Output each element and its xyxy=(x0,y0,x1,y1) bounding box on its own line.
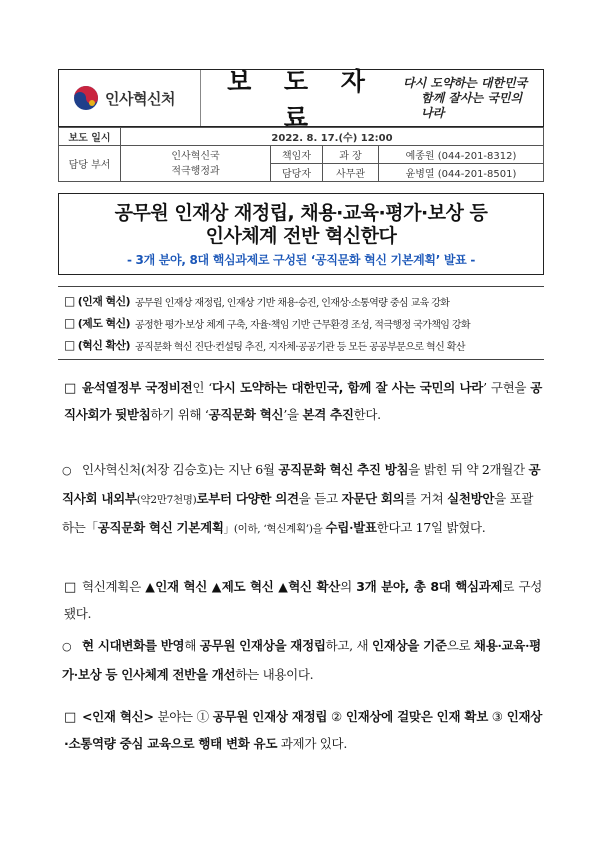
circle-bullet-icon: ○ xyxy=(62,640,72,653)
emphasis: 공무원 인재상을 재정립 xyxy=(199,638,326,653)
summary-item xyxy=(64,290,538,312)
emphasis: 인재상을 기준 xyxy=(371,638,447,653)
emphasis: 현 시대변화를 반영 xyxy=(82,638,185,653)
release-info-table xyxy=(58,127,544,182)
role-cell: 담당자 xyxy=(271,164,323,182)
emphasis: ▲인재 혁신 ▲제도 혁신 ▲혁신 확산 xyxy=(145,579,341,594)
summary-text: 공무원 인재상 재정립, 인재상 기반 채용·승진, 인재상·소통역량 중심 교육 강화 xyxy=(134,297,450,309)
role-cell: 책임자 xyxy=(271,146,323,164)
emphasis: 자문단 회의 xyxy=(341,491,405,506)
body-text: 인사혁신처(처장 김승호)는 지난 6월 xyxy=(82,462,279,477)
emphasis: 공직사회 내외부 xyxy=(62,462,541,506)
emphasis: 수립·발표 xyxy=(325,520,377,535)
summary-item xyxy=(64,334,538,356)
taegeuk-emblem-icon xyxy=(73,85,99,111)
body-text: (약2만7천명) xyxy=(136,494,197,506)
body-text: ② xyxy=(327,709,346,724)
body-text: 하는 내용이다. xyxy=(235,667,314,682)
slogan-line-1: 다시 도약하는 대한민국 xyxy=(403,75,528,90)
emphasis: 인재상·소통역량 중심 교육으로 행태 변화 유도 xyxy=(64,709,543,751)
emphasis: 채용·교육·평가·보상 등 인사체계 전반을 개선 xyxy=(62,638,541,682)
title-cell: 과 장 xyxy=(323,146,379,164)
emphasis: 공무원 인재상 재정립 xyxy=(212,709,328,724)
body-text: 분야는 ① xyxy=(153,709,213,724)
body-subparagraph-1 xyxy=(62,456,542,543)
square-bullet-icon: □ xyxy=(64,381,76,396)
emphasis: 공직문화 혁신 xyxy=(208,407,284,422)
body-text: 과제가 있다. xyxy=(277,736,348,751)
square-bullet-icon: □ xyxy=(64,338,75,352)
emphasis: <인재 혁신> xyxy=(81,709,154,724)
summary-tag: (혁신 확산) xyxy=(77,339,130,352)
contact-cell: 윤병열 (044-201-8501) xyxy=(379,164,544,182)
body-paragraph-2 xyxy=(64,574,542,627)
body-text: 인 ‘ xyxy=(192,380,212,395)
circle-bullet-icon: ○ xyxy=(62,464,72,477)
release-label: 보도 일시 xyxy=(59,128,121,146)
emphasis: 공직사회가 뒷받침 xyxy=(64,380,543,422)
body-text: ’ 구현을 xyxy=(483,380,531,395)
subtitle: - 3개 분야, 8대 핵심과제로 구성된 ‘공직문화 혁신 기본계획’ 발표 - xyxy=(126,253,476,267)
emphasis: 3개 분야, 총 8대 핵심과제 xyxy=(356,579,503,594)
emphasis: 실천방안 xyxy=(447,491,495,506)
summary-box xyxy=(58,286,544,360)
body-text: 으로 xyxy=(446,638,474,653)
square-bullet-icon: □ xyxy=(64,316,75,330)
body-text: 해 xyxy=(184,638,200,653)
body-paragraph-1 xyxy=(64,375,542,428)
body-text: 을 포괄하는「 xyxy=(62,491,534,535)
body-text: 로 구성됐다. xyxy=(64,579,543,621)
dept-name xyxy=(121,146,271,182)
emphasis: 인재상에 걸맞은 인재 확보 xyxy=(345,709,488,724)
square-bullet-icon: □ xyxy=(64,710,76,725)
release-date: 2022. 8. 17.(수) 12:00 xyxy=(121,128,544,146)
emphasis: 공직문화 혁신 기본계획 xyxy=(97,520,224,535)
emphasis: 로부터 다양한 의견 xyxy=(196,491,299,506)
dept-line-2: 적극행정과 xyxy=(171,165,220,177)
body-text: ③ xyxy=(487,709,507,724)
body-paragraph-3 xyxy=(64,704,542,757)
body-text: 하기 위해 ‘ xyxy=(150,407,209,422)
dept-label: 담당 부서 xyxy=(59,146,121,182)
dept-line-1: 인사혁신국 xyxy=(171,150,220,162)
body-text: 를 거쳐 xyxy=(404,491,448,506)
contact-cell: 예종원 (044-201-8312) xyxy=(379,146,544,164)
summary-tag: (제도 혁신) xyxy=(77,317,130,330)
summary-text: 공정한 평가·보상 체계 구축, 자율·책임 기반 근무환경 조성, 적극행정 국가책임 강화 xyxy=(134,319,471,331)
square-bullet-icon: □ xyxy=(64,294,75,308)
body-text: 한다. xyxy=(353,407,381,422)
headline-box xyxy=(58,193,544,275)
body-text: 의 xyxy=(340,579,357,594)
press-release-title: 보 도 자 료 xyxy=(227,67,377,132)
emphasis: 윤석열정부 국정비전 xyxy=(81,380,193,395)
summary-tag: (인재 혁신) xyxy=(77,295,130,308)
body-subparagraph-2 xyxy=(62,632,542,689)
org-name: 인사혁신처 xyxy=(105,89,175,108)
body-text: 하고, 새 xyxy=(325,638,372,653)
summary-text: 공직문화 혁신 진단·컨설팅 추진, 지자체·공공기관 등 모든 공공부문으로 혁신 확산 xyxy=(134,341,465,353)
body-text: 」(이하, ‘혁신계획’)을 xyxy=(223,523,326,535)
slogan xyxy=(403,76,543,121)
emphasis: 다시 도약하는 대한민국, 함께 잘 사는 국민의 나라 xyxy=(211,380,484,395)
org-logo-area xyxy=(59,70,201,126)
square-bullet-icon: □ xyxy=(64,580,76,595)
body-text: 한다고 17일 밝혔다. xyxy=(376,520,486,535)
press-header xyxy=(58,67,544,132)
title-cell: 사무관 xyxy=(323,164,379,182)
body-text: ’을 xyxy=(283,407,303,422)
emphasis: 공직문화 혁신 추진 방침 xyxy=(278,462,409,477)
body-text: 을 듣고 xyxy=(298,491,342,506)
slogan-line-2: 함께 잘사는 국민의 나라 xyxy=(421,90,523,120)
emphasis: 본격 추진 xyxy=(302,407,354,422)
headline-line-1: 공무원 인재상 재정립, 채용·교육·평가·보상 등 xyxy=(114,202,488,224)
headline-line-2: 인사체계 전반 혁신한다 xyxy=(205,225,397,247)
body-text: 혁신계획은 xyxy=(81,579,146,594)
summary-item xyxy=(64,312,538,334)
body-text: 을 밝힌 뒤 약 2개월간 xyxy=(408,462,529,477)
